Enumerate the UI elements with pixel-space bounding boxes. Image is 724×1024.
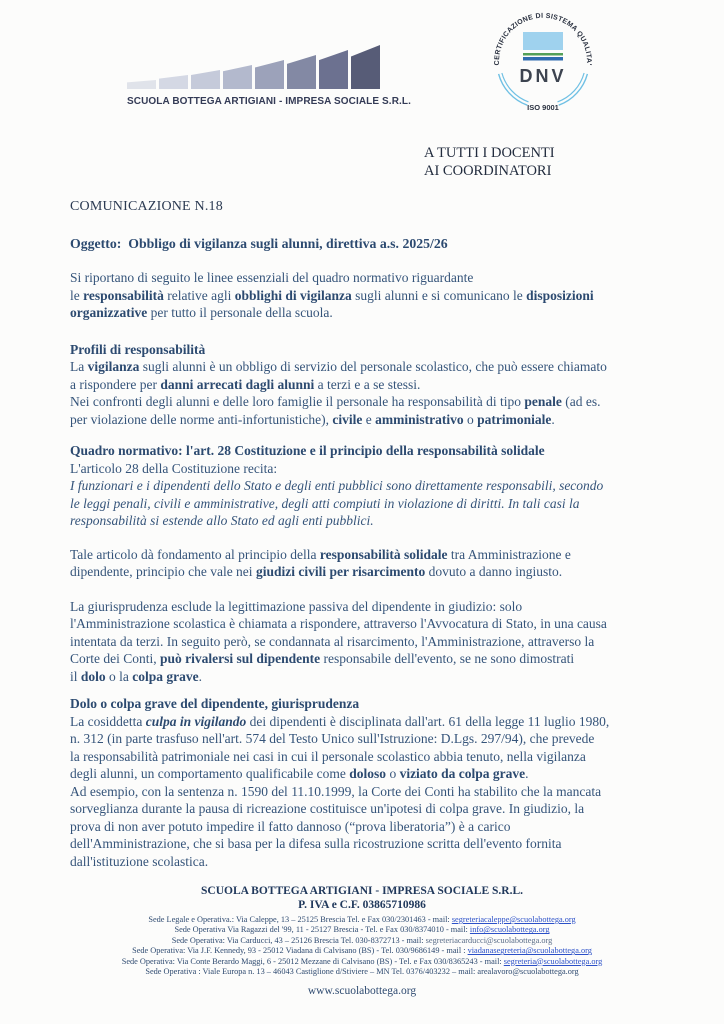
iso-9001-label: ISO 9001 bbox=[527, 103, 559, 112]
logo-bar bbox=[191, 70, 220, 89]
recipient-line-2: AI COORDINATORI bbox=[424, 163, 552, 179]
profili-paragraph: La vigilanza sugli alunni è un obbligo di servizio del personale scolastico, che può essere chiamato a rispondere per danni arrecati dagli alunni a terzi e a se stessi. Nei confronti degli alunni e delle loro famiglie il personale ha responsabilità di tipo penale (ad es. per violazione delle norme anti-infortunistiche), civile e amministrativo o patrimoniale. bbox=[70, 359, 607, 427]
footer bbox=[0, 884, 724, 997]
logo-bar bbox=[127, 80, 156, 89]
email-link[interactable]: viadanasegreteria@scuolabottega.org bbox=[467, 946, 592, 956]
brand-name: SCUOLA BOTTEGA ARTIGIANI - IMPRESA SOCIALE S.R.L. bbox=[127, 96, 411, 107]
logo-bar bbox=[159, 75, 188, 89]
giurisprudenza-paragraph: La giurisprudenza esclude la legittimazione passiva del dipendente in giudizio: solo l'Amministrazione scolastica è chiamata a rispondere, attraverso l'Avvocatura di Stato, in una causa intentata da terzi. In seguito però, se condannata al risarcimento, l'Amministrazione, attraverso la Corte dei Conti, può rivalersi sul dipendente responsabile dell'evento, se ne sono dimostrati il dolo o la colpa grave. bbox=[70, 598, 607, 684]
intro-paragraph: Si riportano di seguito le linee essenziali del quadro normativo riguardante le responsabilità relative agli obblighi di vigilanza sugli alunni e si comunicano le disposizioni organizzative per tutto il personale della scuola. bbox=[70, 270, 594, 320]
email-link[interactable]: segreteria@scuolabottega.org bbox=[503, 956, 603, 966]
dolo-paragraph: La cosiddetta culpa in vigilando dei dipendenti è disciplinata dall'art. 61 della legge 11 luglio 1980, n. 312 (in parte trasfuso nell'art. 574 del Testo Unico sull'Istruzione: D.Lgs. 297/94), che prevede la responsabilità patrimoniale nei casi in cui il personale scolastico abbia tenuto, nella vigilanza degli alunni, un comportamento qualificabile come doloso o viziato da colpa grave. Ad esempio, con la sentenza n. 1590 del 11.10.1999, la Corte dei Conti ha stabilito che la mancata sorveglianza durante la pausa di ricreazione costituisce un'ipotesi di colpa grave. In giudizio, la prova di non aver potuto impedire il fatto dannoso (“prova liberatoria”) è a carico dell'Amministrazione, che si basa per la difesa sulla ricostruzione scritta dell'evento fornita dall'istituzione scolastica. bbox=[70, 713, 610, 869]
logo-bar bbox=[287, 55, 316, 89]
recipient-line-1: A TUTTI I DOCENTI bbox=[424, 145, 555, 161]
constitution-quote: I funzionari e i dipendenti dello Stato e degli enti pubblici sono direttamente responsabili, secondo le leggi penali, civili e amministrative, degli atti compiuti in violazione di diritti. In tali casi la responsabilità si estende allo Stato ed agli enti pubblici. bbox=[70, 478, 604, 528]
address-line: Sede Operativa: Via Carducci, 43 – 25126 Brescia Tel. 030-8372713 - mail: segreteriacarducci@scuolabottega.org bbox=[171, 935, 553, 945]
logo-bar bbox=[255, 60, 284, 89]
logo-bar bbox=[223, 65, 252, 89]
dnv-certification-badge bbox=[478, 10, 608, 114]
profili-heading: Profili di responsabilità bbox=[70, 341, 206, 357]
document-body bbox=[70, 198, 609, 870]
address-line: Sede Operativa: Via Conte Berardo Maggi, 6 - 25012 Mezzane di Calvisano (BS) - Tel. e Fax 030/8365243 - mail: segreteria@scuolabottega.org bbox=[121, 956, 603, 966]
email-link[interactable]: segreteriacaleppe@scuolabottega.org bbox=[451, 915, 576, 924]
recipients-block bbox=[424, 144, 555, 180]
address-line: Sede Operativa : Viale Europa n. 13 – 46043 Castiglione d/Stiviere – MN Tel. 0376/403232 – mail: arealavoro@scuolabottega.org bbox=[145, 967, 579, 977]
quadro-heading: Quadro normativo: l'art. 28 Costituzione e il principio della responsabilità solidale bbox=[70, 443, 545, 458]
footer-piva: P. IVA e C.F. 03865710986 bbox=[298, 899, 426, 911]
brand-logo bbox=[127, 43, 411, 107]
footer-company-name: SCUOLA BOTTEGA ARTIGIANI - IMPRESA SOCIALE S.R.L. bbox=[201, 885, 523, 897]
communication-title: COMUNICAZIONE N.18 bbox=[70, 199, 223, 214]
dnv-wordmark: DNV bbox=[519, 66, 567, 86]
footer-website: www.scuolabottega.org bbox=[307, 985, 417, 998]
address-line: Sede Legale e Operativa.: Via Caleppe, 13 – 25125 Brescia Tel. e Fax 030/2301463 - mail: segreteriacaleppe@scuolabottega.org bbox=[148, 915, 576, 924]
logo-bar bbox=[351, 45, 380, 89]
footer-addresses bbox=[0, 915, 724, 977]
email-link[interactable]: segreteriacarducci@scuolabottega.org bbox=[425, 935, 553, 945]
tale-paragraph: Tale articolo dà fondamento al principio della responsabilità solidale tra Amministrazione e dipendente, principio che vale nei giudizi civili per risarcimento dovuto a danno ingiusto. bbox=[70, 546, 571, 579]
subject-line: Oggetto: Obbligo di vigilanza sugli alunni, direttiva a.s. 2025/26 bbox=[70, 235, 448, 251]
badge-blue-block bbox=[523, 32, 563, 50]
dolo-heading: Dolo o colpa grave del dipendente, giurisprudenza bbox=[70, 696, 360, 711]
badge-navy-stripe bbox=[523, 57, 563, 61]
email-link[interactable]: info@scuolabottega.org bbox=[469, 925, 550, 935]
logo-bars bbox=[127, 43, 411, 89]
address-line: Sede Operativa: Via J.F. Kennedy, 93 - 25012 Viadana di Calvisano (BS) - Tel. 030/9686149 - mail : viadanasegreteria@scuolabottega.org bbox=[132, 946, 592, 956]
address-line: Sede Operativa Via Ragazzi del '99, 11 - 25127 Brescia - Tel. e Fax 030/8374010 - mail: info@scuolabottega.org bbox=[174, 925, 550, 935]
badge-green-stripe bbox=[523, 53, 563, 56]
badge-arc-text: CERTIFICAZIONE DI SISTEMA QUALITA' bbox=[493, 12, 593, 66]
quadro-intro-line: L'articolo 28 della Costituzione recita: bbox=[70, 460, 278, 476]
logo-bar bbox=[319, 50, 348, 89]
